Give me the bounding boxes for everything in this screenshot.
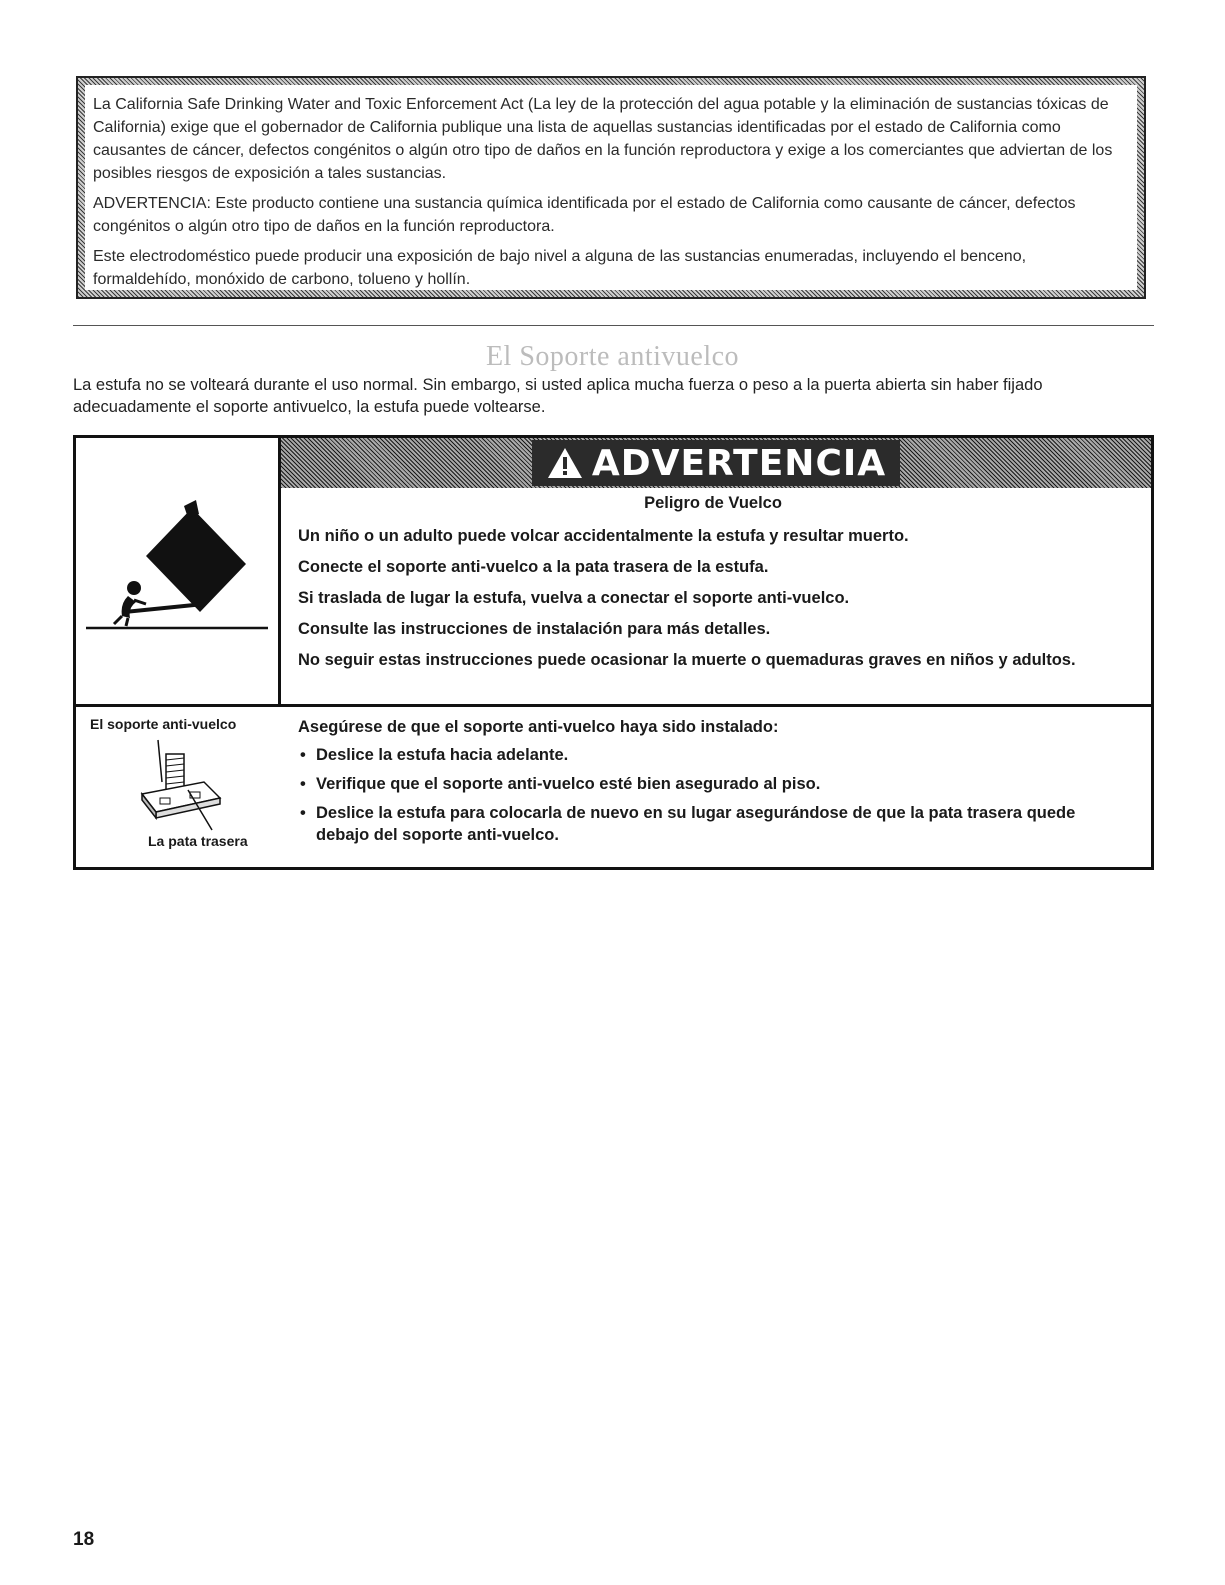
rear-leg-label: La pata trasera xyxy=(148,833,248,849)
tip-over-illustration xyxy=(84,500,270,640)
warning-banner xyxy=(281,438,1151,488)
hazard-title: Peligro de Vuelco xyxy=(644,494,782,512)
install-step-text: Verifique que el soporte anti-vuelco esté bien asegurado al piso. xyxy=(316,775,821,793)
bullet-marker: • xyxy=(300,746,306,764)
warning-line-2: Conecte el soporte anti-vuelco a la pata trasera de la estufa. xyxy=(298,558,769,576)
install-step-1 xyxy=(298,744,1118,766)
warning-line-4: Consulte las instrucciones de instalación para más detalles. xyxy=(298,620,771,638)
section-intro: La estufa no se volteará durante el uso normal. Sin embargo, si usted aplica mucha fuerza o peso a la puerta abierta sin haber fijado adecuadamente el soporte antivuelco, la estufa puede voltearse. xyxy=(73,376,1043,416)
section-title: El Soporte antivuelco xyxy=(485,341,740,372)
bullet-marker: • xyxy=(300,804,306,822)
install-step-3 xyxy=(298,802,1118,846)
warning-banner-text: ADVERTENCIA xyxy=(591,442,887,484)
install-step-text: Deslice la estufa para colocarla de nuevo en su lugar asegurándose de que la pata trasera quede debajo del soporte anti-vuelco. xyxy=(316,804,1076,844)
bracket-label: El soporte anti-vuelco xyxy=(90,716,237,732)
install-step-2 xyxy=(298,773,1118,795)
warning-triangle-icon xyxy=(546,446,584,480)
prop65-paragraph-2: ADVERTENCIA: Este producto contiene una sustancia química identificada por el estado de California como causante de cáncer, defectos congénitos o algún otro tipo de daños en la función reproductora. xyxy=(93,195,1076,235)
warning-line-3: Si traslada de lugar la estufa, vuelva a conectar el soporte anti-vuelco. xyxy=(298,589,850,607)
page-number: 18 xyxy=(73,1529,95,1550)
install-check-title: Asegúrese de que el soporte anti-vuelco haya sido instalado: xyxy=(298,718,779,736)
warning-message xyxy=(298,494,1128,680)
tip-over-illustration-panel xyxy=(76,438,281,704)
anti-tip-bracket-illustration xyxy=(116,738,256,834)
prop65-notice-box xyxy=(76,76,1146,299)
prop65-paragraph-3: Este electrodoméstico puede producir una exposición de bajo nivel a alguna de las sustancias enumeradas, incluyendo el benceno, formaldehído, monóxido de carbono, tolueno y hollín. xyxy=(93,248,1027,288)
anti-tip-warning-box xyxy=(73,435,1154,870)
section-divider xyxy=(73,325,1154,326)
warning-line-1: Un niño o un adulto puede volcar accidentalmente la estufa y resultar muerto. xyxy=(298,527,909,545)
prop65-paragraph-1: La California Safe Drinking Water and Toxic Enforcement Act (La ley de la protección del agua potable y la eliminación de sustancias tóxicas de California) exige que el gobernador de California publique una lista de aquellas sustancias identificadas por el estado de California como causantes de cáncer, defectos congénitos o algún otro tipo de daños en la función reproductora y exige a los comerciantes que adviertan de los posibles riesgos de exposición a tales sustancias. xyxy=(93,96,1113,182)
bullet-marker: • xyxy=(300,775,306,793)
install-step-text: Deslice la estufa hacia adelante. xyxy=(316,746,569,764)
warning-banner-label xyxy=(532,440,900,486)
install-steps-list xyxy=(298,744,1118,853)
warning-line-5: No seguir estas instrucciones puede ocasionar la muerte o quemaduras graves en niños y adultos. xyxy=(298,651,1076,669)
warning-divider xyxy=(76,704,1151,707)
prop65-notice-content xyxy=(85,85,1137,290)
